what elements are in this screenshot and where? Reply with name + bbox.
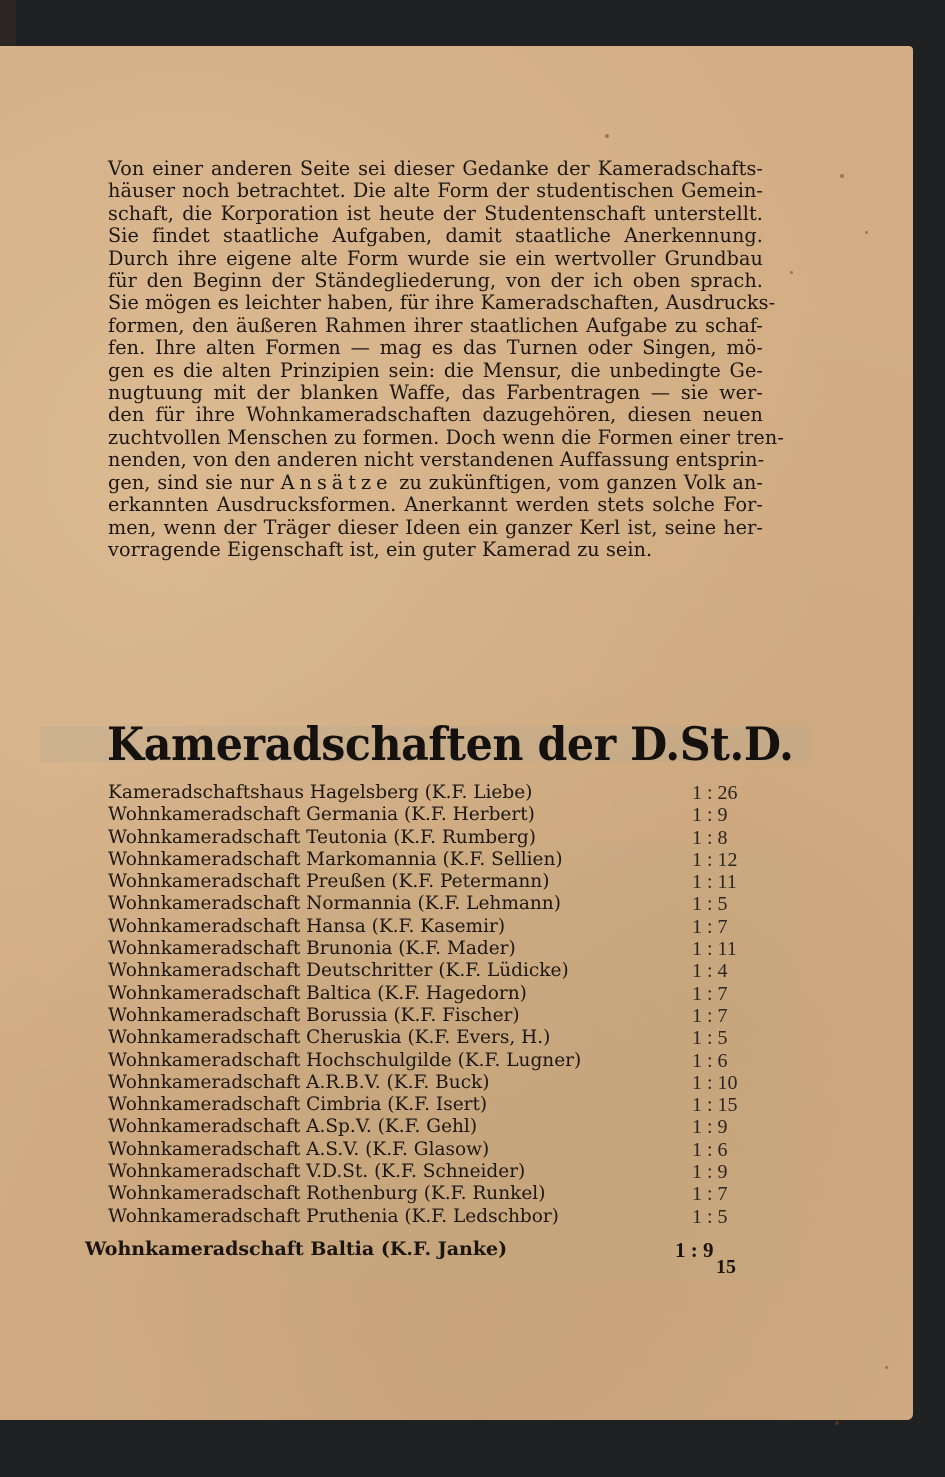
entry-ratio: 1 : 11 [692,871,737,894]
entry-name: Wohnkameradschaft Pruthenia (K.F. Ledschbor) [108,1205,559,1227]
paper-spot [840,174,844,178]
list-item [108,871,748,893]
entry-ratio: 1 : 7 [692,915,728,938]
entry-name: Wohnkameradschaft Normannia (K.F. Lehmann) [108,893,561,915]
list-item [108,893,748,915]
body-paragraph [108,157,784,561]
list-item [108,827,748,849]
text-line: erkannten Ausdrucksformen. Anerkannt werden stets solche For- [108,493,763,517]
list-item [108,938,748,960]
entry-ratio: 1 : 7 [692,1183,728,1206]
text-line: den für ihre Wohnkameradschaften dazugehören, diesen neuen [108,403,763,427]
entry-ratio: 1 : 6 [692,1049,728,1072]
text-fragment: gen, sind sie nur [108,470,274,494]
entry-name: Wohnkameradschaft V.D.St. (K.F. Schneider) [108,1161,526,1183]
entry-ratio: 1 : 6 [692,1138,728,1161]
entry-ratio: 1 : 9 [692,1116,728,1139]
list-item [108,983,748,1005]
list-item [108,804,748,826]
scan-background-edge [0,0,16,46]
list-item [108,1094,748,1116]
paper-spot [865,231,868,234]
appended-list-entry [85,1238,725,1263]
text-line: nenden, von den anderen nicht verstandenen Auffassung entsprin- [108,448,765,472]
entry-ratio: 1 : 26 [692,782,738,804]
text-fragment: zu zukünftigen, vom ganzen Volk an- [399,470,764,494]
list-item [108,1139,748,1161]
text-line: gen es die alten Prinzipien sein: die Mensur, die unbedingte Ge- [108,358,763,382]
entry-ratio: 1 : 5 [692,893,728,916]
entry-ratio: 1 : 12 [692,848,738,871]
list-item [108,1116,748,1138]
emphasized-word: Ansätze [280,470,393,494]
list-item [108,1050,748,1072]
section-heading: Kameradschaften der D.St.D. [107,717,794,771]
entry-name: Kameradschaftshaus Hagelsberg (K.F. Liebe) [108,782,533,803]
text-line: Von einer anderen Seite sei dieser Gedanke der Kameradschafts- [108,157,763,180]
list-item [108,1161,748,1183]
entry-name: Wohnkameradschaft A.Sp.V. (K.F. Gehl) [108,1116,478,1138]
text-line: häuser noch betrachtet. Die alte Form der studentischen Gemein- [108,179,763,203]
kameradschaft-list [108,782,748,1228]
entry-name: Wohnkameradschaft Borussia (K.F. Fischer) [108,1004,520,1026]
page-number: 15 [716,1256,736,1278]
entry-ratio: 1 : 4 [692,960,728,983]
text-line: für den Beginn der Ständegliederung, von der ich oben sprach. [108,269,763,293]
entry-ratio: 1 : 9 [692,804,728,827]
entry-ratio: 1 : 7 [692,1004,728,1027]
entry-name: Wohnkameradschaft Teutonia (K.F. Rumberg) [108,826,536,848]
entry-ratio: 1 : 5 [692,1205,728,1228]
text-line: Sie mögen es leichter haben, für ihre Kameradschaften, Ausdrucks- [108,291,776,315]
text-line: Sie findet staatliche Aufgaben, damit staatliche Anerkennung. [108,224,763,248]
text-line [108,472,763,494]
list-item [108,960,748,982]
list-item [108,782,748,804]
text-line: Durch ihre eigene alte Form wurde sie ein wertvoller Grundbau [108,246,763,270]
text-line: nugtuung mit der blanken Waffe, das Farbentragen — sie wer- [108,381,763,405]
text-line: fen. Ihre alten Formen — mag es das Turnen oder Singen, mö- [108,336,763,360]
paper-spot [790,271,793,274]
entry-name: Wohnkameradschaft Hochschulgilde (K.F. Lugner) [108,1049,582,1071]
text-line: men, wenn der Träger dieser Ideen ein ganzer Kerl ist, seine her- [108,515,763,539]
list-item [108,1206,748,1228]
entry-name: Wohnkameradschaft Cimbria (K.F. Isert) [108,1094,488,1116]
list-item [108,1005,748,1027]
entry-name: Wohnkameradschaft Brunonia (K.F. Mader) [108,938,516,960]
entry-name: Wohnkameradschaft Preußen (K.F. Petermann) [108,871,550,893]
entry-name: Wohnkameradschaft Baltia (K.F. Janke) [85,1238,508,1260]
text-line: schaft, die Korporation ist heute der Studentenschaft unterstellt. [108,201,763,225]
text-line: zuchtvollen Menschen zu formen. Doch wenn die Formen einer tren- [108,425,784,449]
list-item [108,1072,748,1094]
paper-spot [605,134,609,138]
list-item [108,916,748,938]
entry-name: Wohnkameradschaft A.S.V. (K.F. Glasow) [108,1138,490,1160]
paper-spot [885,1366,888,1369]
entry-ratio: 1 : 9 [692,1161,728,1184]
entry-ratio: 1 : 5 [692,1027,728,1050]
entry-ratio: 1 : 8 [692,826,728,849]
entry-name: Wohnkameradschaft Hansa (K.F. Kasemir) [108,915,506,937]
entry-name: Wohnkameradschaft Baltica (K.F. Hagedorn) [108,982,527,1004]
entry-name: Wohnkameradschaft Deutschritter (K.F. Lüdicke) [108,960,569,982]
text-line: formen, den äußeren Rahmen ihrer staatlichen Aufgabe zu schaf- [108,313,763,337]
paper-spot [835,1421,839,1425]
entry-name: Wohnkameradschaft Rothenburg (K.F. Runkel) [108,1183,546,1205]
entry-ratio: 1 : 15 [692,1094,738,1117]
list-item [108,849,748,871]
text-line: vorragende Eigenschaft ist, ein guter Kamerad zu sein. [108,537,653,561]
list-item [108,1027,748,1049]
list-item [108,1183,748,1205]
entry-name: Wohnkameradschaft Germania (K.F. Herbert) [108,804,535,826]
entry-ratio: 1 : 7 [692,982,728,1005]
entry-name: Wohnkameradschaft A.R.B.V. (K.F. Buck) [108,1071,490,1093]
entry-ratio: 1 : 9 [675,1238,714,1262]
entry-name: Wohnkameradschaft Markomannia (K.F. Sellien) [108,848,563,870]
entry-ratio: 1 : 10 [692,1071,738,1094]
entry-name: Wohnkameradschaft Cheruskia (K.F. Evers, H.) [108,1027,551,1049]
entry-ratio: 1 : 11 [692,938,737,961]
